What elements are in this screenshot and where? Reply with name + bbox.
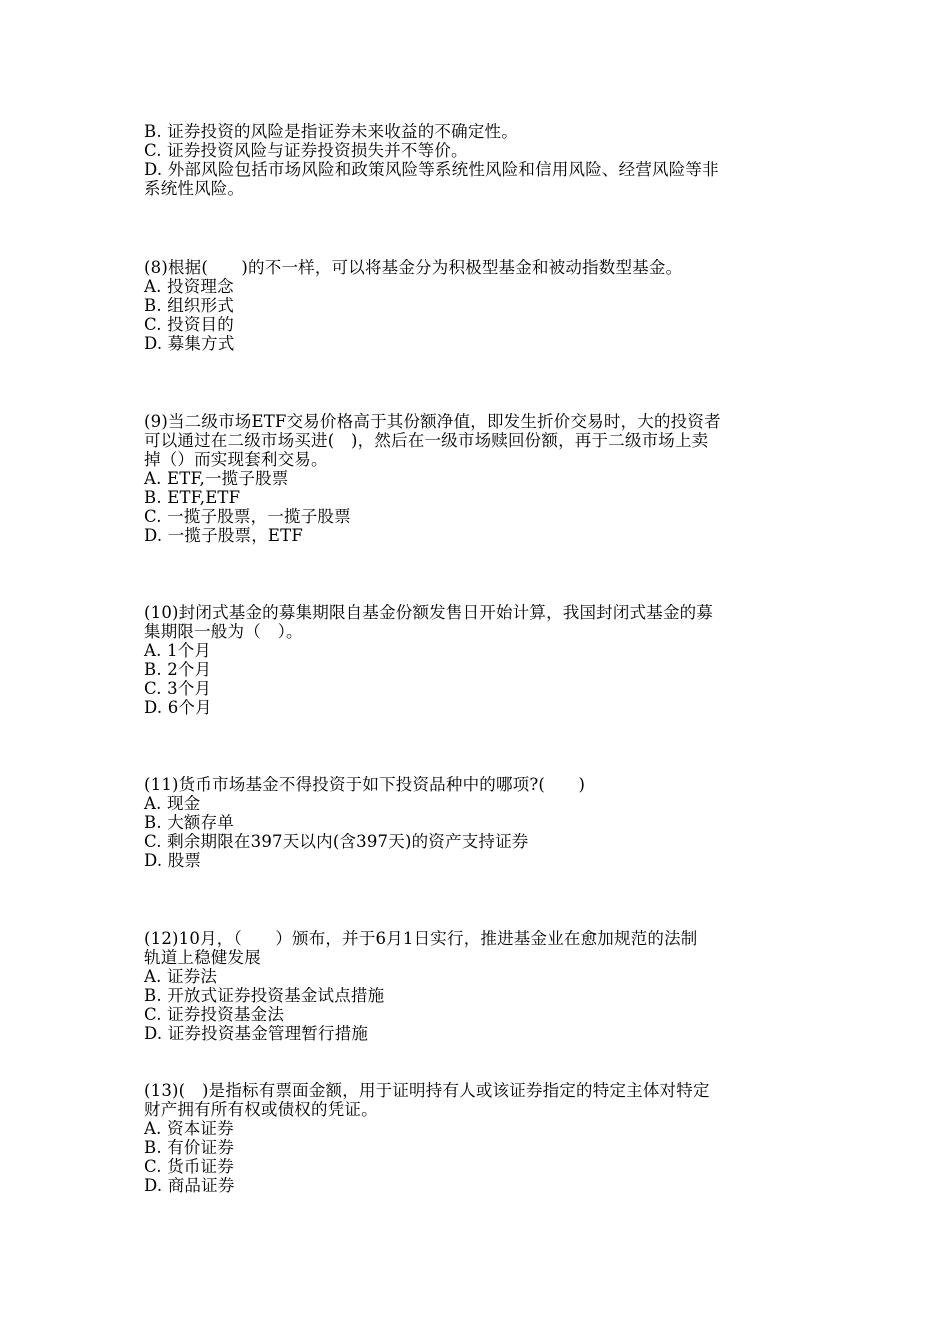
option-d: D. 募集方式 [144, 334, 235, 353]
question-stem: (10)封闭式基金的募集期限自基金份额发售日开始计算，我国封闭式基金的募 [144, 603, 714, 622]
option-d: D. 外部风险包括市场风险和政策风险等系统性风险和信用风险、经营风险等非 [144, 160, 719, 179]
answer-options-continued [144, 122, 824, 198]
option-a: A. 证券法 [144, 967, 218, 986]
option-d: D. 一揽子股票，ETF [144, 526, 304, 545]
question-13 [144, 1081, 824, 1195]
question-stem-line-3: 掉（）而实现套利交易。 [144, 450, 328, 469]
option-c: C. 证券投资风险与证券投资损失并不等价。 [144, 141, 468, 160]
question-stem-line-2: 集期限一般为（ ）。 [144, 622, 303, 641]
option-d: D. 6个月 [144, 698, 212, 717]
option-a: A. 资本证券 [144, 1119, 234, 1138]
option-c: C. 证券投资基金法 [144, 1005, 285, 1024]
option-c: C. 货币证券 [144, 1157, 234, 1176]
option-a: A. 1个月 [144, 641, 212, 660]
option-d-continued: 系统性风险。 [144, 179, 245, 198]
option-b: B. 有价证券 [144, 1138, 235, 1157]
option-d: D. 商品证券 [144, 1176, 235, 1195]
question-11 [144, 775, 824, 870]
question-stem-line-2: 轨道上稳健发展 [144, 948, 261, 967]
question-9 [144, 412, 824, 545]
question-stem: (8)根据( )的不一样，可以将基金分为积极型基金和被动指数型基金。 [144, 258, 683, 277]
question-12 [144, 929, 824, 1043]
option-a: A. 投资理念 [144, 277, 234, 296]
question-stem: (12)10月，（ ）颁布，并于6月1日实行，推进基金业在愈加规范的法制 [144, 929, 698, 948]
option-b: B. ETF,ETF [144, 488, 241, 507]
option-d: D. 股票 [144, 851, 202, 870]
option-b: B. 证券投资的风险是指证券未来收益的不确定性。 [144, 122, 518, 141]
option-c: C. 剩余期限在397天以内(含397天)的资产支持证券 [144, 832, 529, 851]
question-stem: (9)当二级市场ETF交易价格高于其份额净值，即发生折价交易时，大的投资者 [144, 412, 721, 431]
option-a: A. ETF,一揽子股票 [144, 469, 289, 488]
option-a: A. 现金 [144, 794, 201, 813]
question-stem: (13)( )是指标有票面金额，用于证明持有人或该证券指定的特定主体对特定 [144, 1081, 710, 1100]
option-b: B. 2个月 [144, 660, 212, 679]
option-b: B. 组织形式 [144, 296, 235, 315]
option-b: B. 大额存单 [144, 813, 235, 832]
option-b: B. 开放式证券投资基金试点措施 [144, 986, 385, 1005]
option-c: C. 投资目的 [144, 315, 234, 334]
option-c: C. 3个月 [144, 679, 212, 698]
question-stem-line-2: 财产拥有所有权或债权的凭证。 [144, 1100, 378, 1119]
option-c: C. 一揽子股票，一揽子股票 [144, 507, 351, 526]
question-10 [144, 603, 824, 717]
option-d: D. 证券投资基金管理暂行措施 [144, 1024, 369, 1043]
question-8 [144, 258, 824, 353]
question-stem-line-2: 可以通过在二级市场买进( )，然后在一级市场赎回份额，再于二级市场上卖 [144, 431, 709, 450]
question-stem: (11)货币市场基金不得投资于如下投资品种中的哪项?( ) [144, 775, 586, 794]
